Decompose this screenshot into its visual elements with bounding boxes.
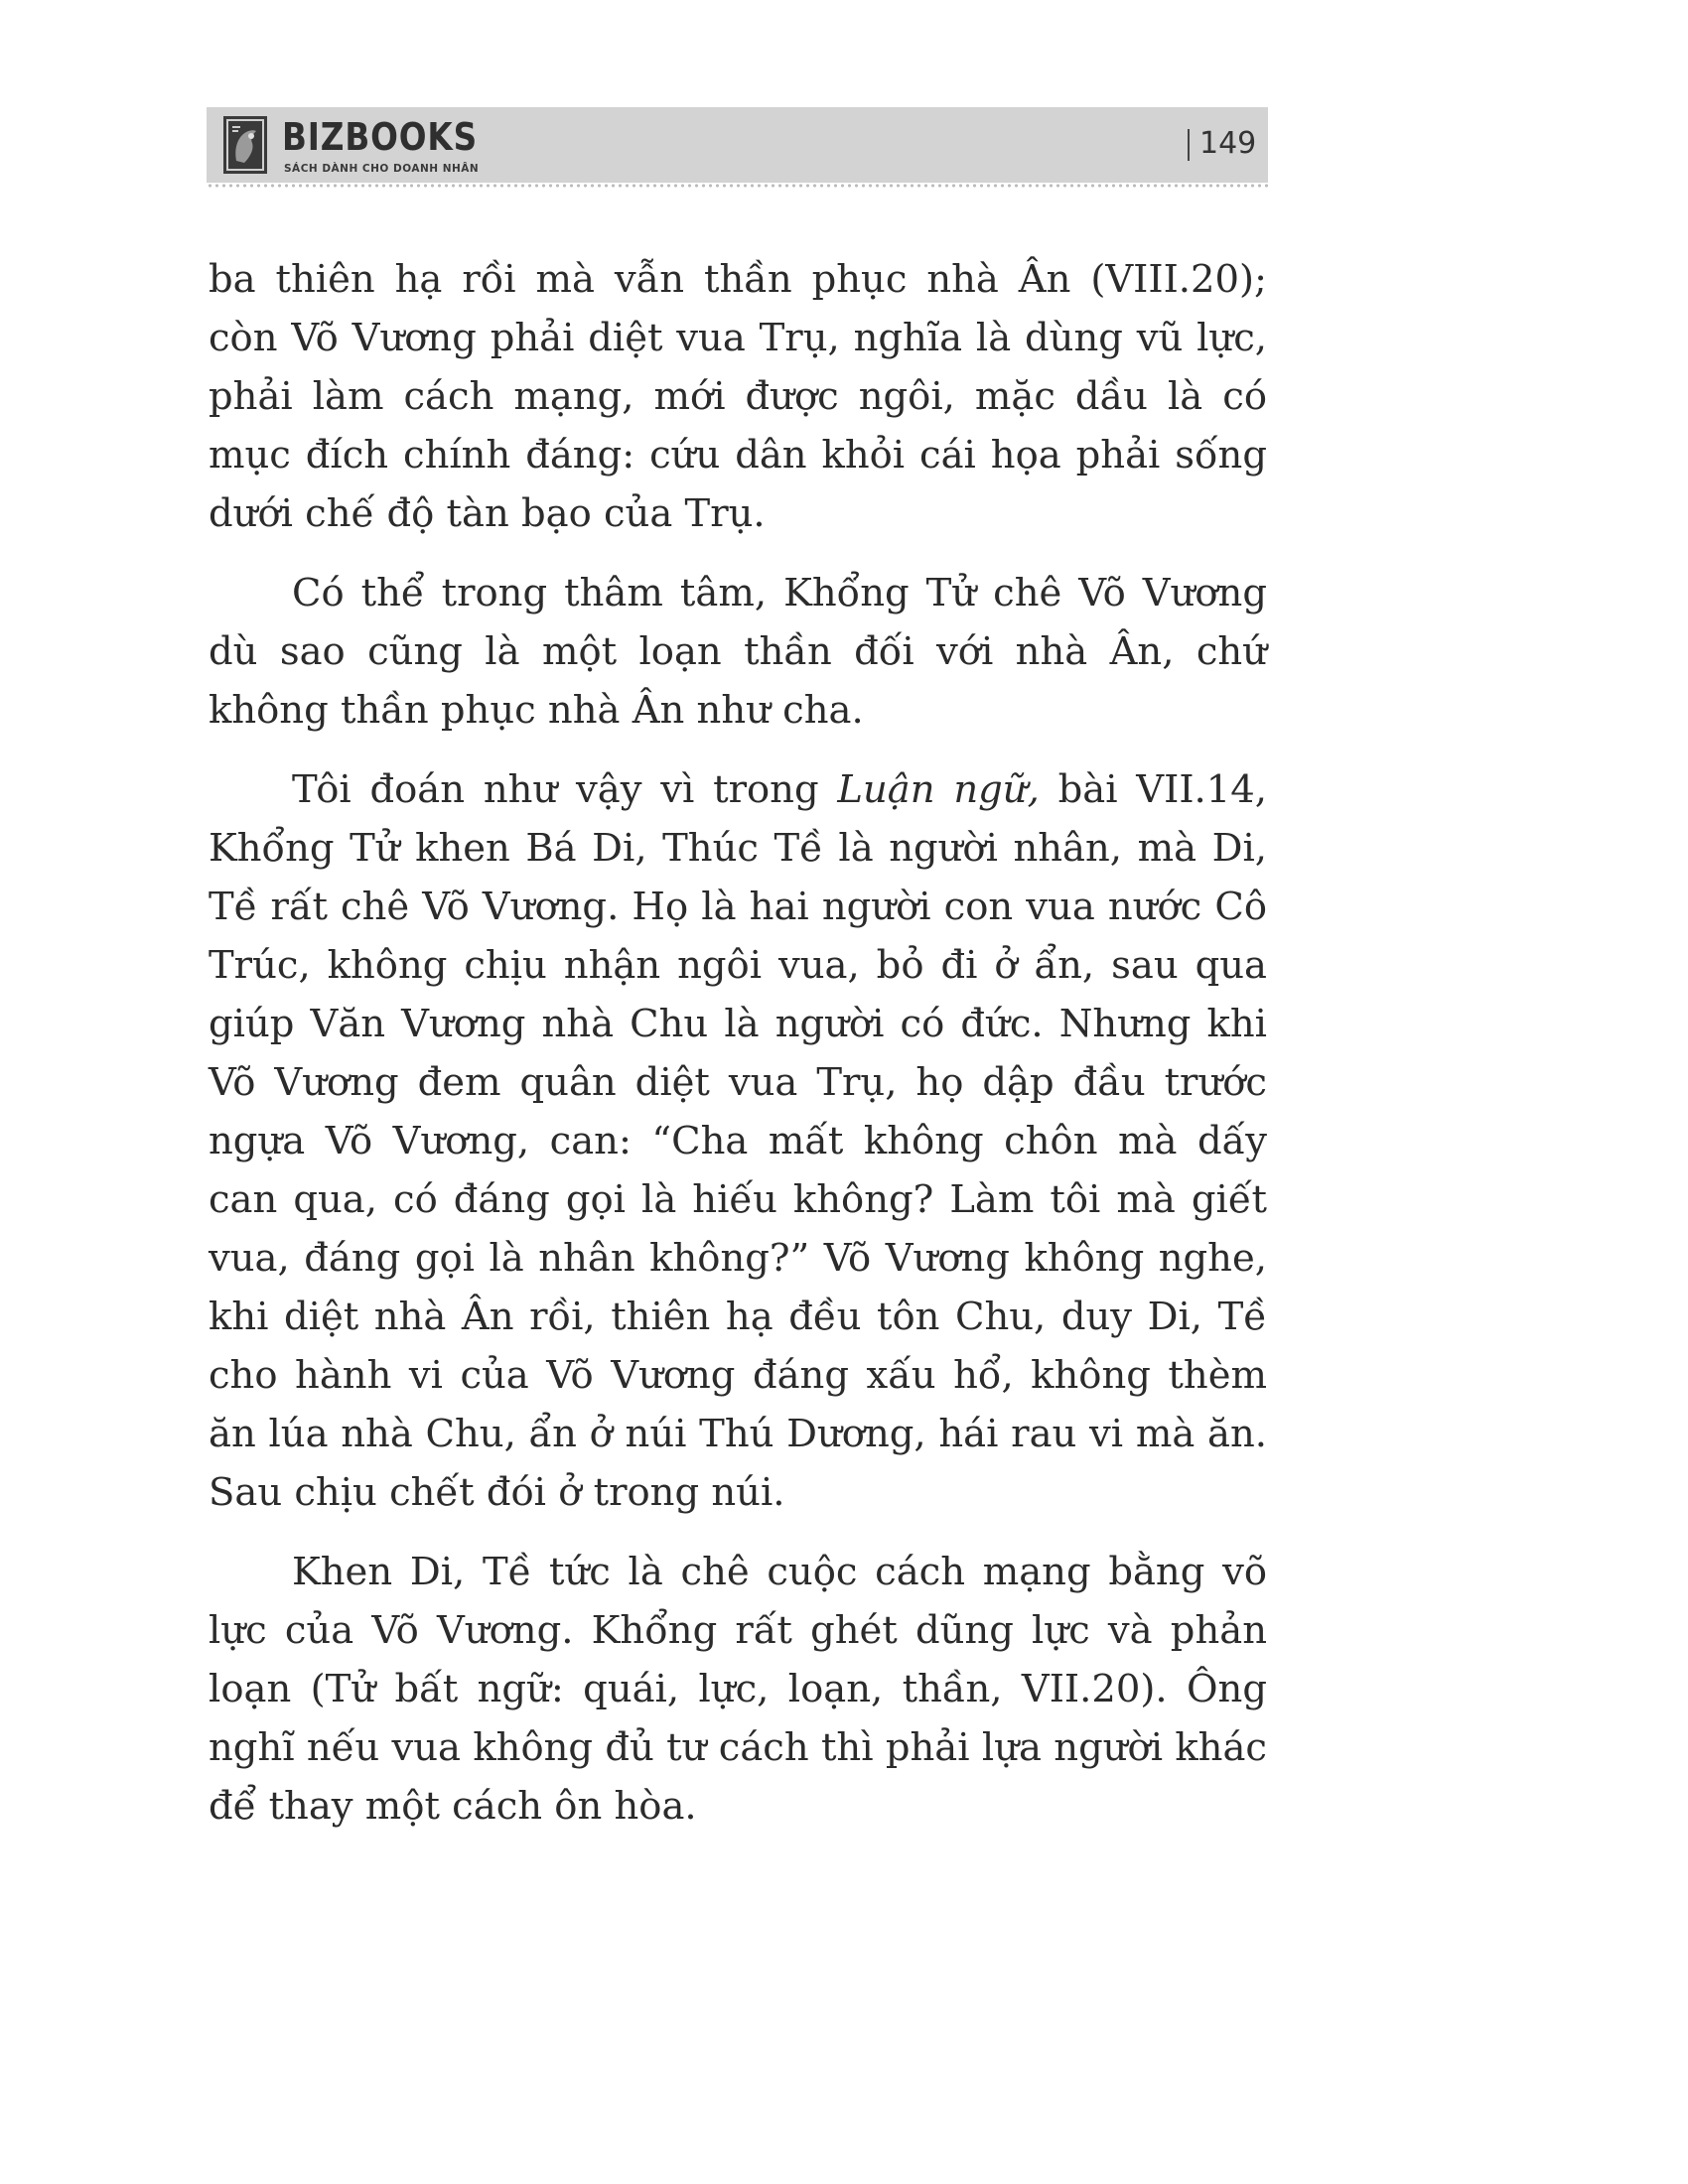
book-title-luan-ngu: Luận ngữ, <box>837 767 1040 812</box>
paragraph-3-rest: bài VII.14, Khổng Tử khen Bá Di, Thúc Tề là người nhân, mà Di, Tề rất chê Võ Vương. Họ là hai người con vua nước Cô Trúc, không chịu nhận ngôi vua, bỏ đi ở ẩn, sau qua giúp Văn Vương nhà Chu là người có đức. Nhưng khi Võ Vương đem quân diệt vua Trụ, họ dập đầu trước ngựa Võ Vương, can: “Cha mất không chôn mà dấy can qua, có đáng gọi là hiếu không? Làm tôi mà giết vua, đáng gọi là nhân không?” Võ Vương không nghe, khi diệt nhà Ân rồi, thiên hạ đều tôn Chu, duy Di, Tề cho hành vi của Võ Vương đáng xấu hổ, không thèm ăn lúa nhà Chu, ẩn ở núi Thú Dương, hái rau vi mà ăn. Sau chịu chết đói ở trong núi. <box>209 767 1267 1515</box>
page-header <box>207 107 1268 183</box>
page-number-separator <box>1188 129 1190 161</box>
paragraph-3 <box>209 760 1267 1522</box>
paragraph-4: Khen Di, Tề tức là chê cuộc cách mạng bằng võ lực của Võ Vương. Khổng rất ghét dũng lực và phản loạn (Tử bất ngữ: quái, lực, loạn, thần, VII.20). Ông nghĩ nếu vua không đủ tư cách thì phải lựa người khác để thay một cách ôn hòa. <box>209 1550 1267 1829</box>
paragraph-2: Có thể trong thâm tâm, Khổng Tử chê Võ Vương dù sao cũng là một loạn thần đối với nhà Ân, chứ không thần phục nhà Ân như cha. <box>209 571 1267 733</box>
brand-tagline: SÁCH DÀNH CHO DOANH NHÂN <box>284 163 480 175</box>
paragraph-3-lead: Tôi đoán như vậy vì trong <box>292 767 838 812</box>
brand-name: BIZBOOKS <box>282 115 478 159</box>
page-number: 149 <box>1199 126 1257 161</box>
header-dotted-rule <box>207 183 1268 189</box>
body-text <box>209 250 1267 1856</box>
paragraph-1: ba thiên hạ rồi mà vẫn thần phục nhà Ân (VIII.20); còn Võ Vương phải diệt vua Trụ, nghĩa là dùng vũ lực, phải làm cách mạng, mới được ngôi, mặc dầu là có mục đích chính đáng: cứu dân khỏi cái họa phải sống dưới chế độ tàn bạo của Trụ. <box>209 257 1267 536</box>
bizbooks-logo-icon <box>222 115 268 175</box>
